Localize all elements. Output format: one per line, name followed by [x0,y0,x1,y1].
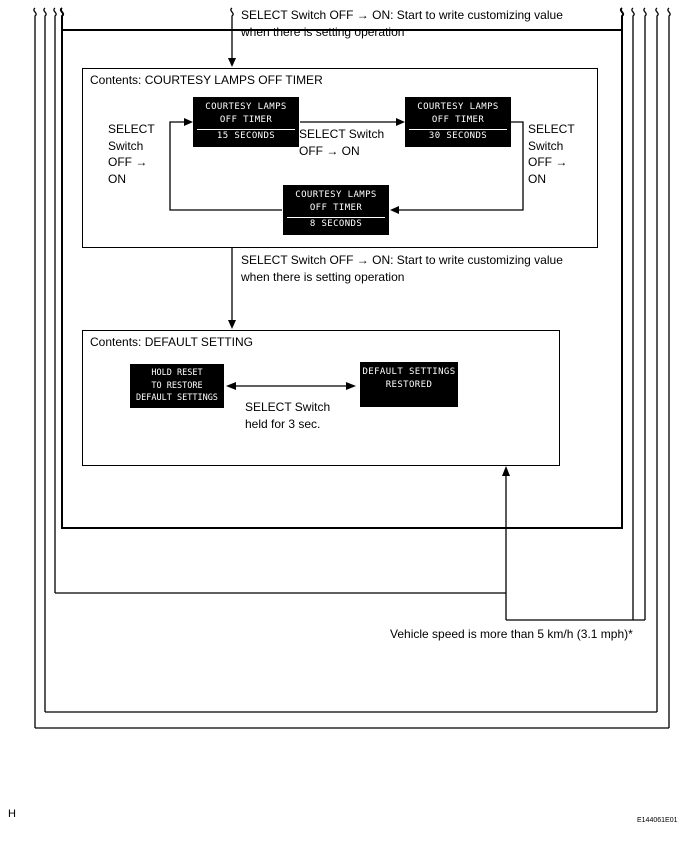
label-line: ON [528,171,546,186]
continuation-line-left-3 [54,8,56,593]
outer-frame-right [621,8,623,528]
display-line: OFF TIMER [309,203,363,213]
label-line: OFF → [528,155,568,169]
display-value: 8 SECONDS [309,219,363,229]
arrowhead-reset-up [502,466,510,476]
display-line: DEFAULT SETTINGS [136,393,218,403]
label-line: SELECT Switch [299,127,385,141]
display-value: 30 SECONDS [428,131,488,141]
continuation-line-right-2 [644,8,646,620]
page-footer-h: H [8,808,16,820]
write-customizing-note-top [241,7,563,41]
note-line: SELECT Switch OFF → ON: Start to write customizing value [241,253,563,267]
write-customizing-note-middle [241,252,563,286]
note-line: SELECT Switch OFF → ON: Start to write customizing value [241,8,563,22]
display-courtesy-15s [193,97,299,147]
continuation-line-right-4 [668,8,670,728]
continuation-line-left-2 [44,8,46,712]
label-line: Switch [108,138,144,153]
select-switch-label-left [108,121,155,187]
figure-code: E144061E01 [637,817,678,824]
select-held-label [245,399,330,432]
note-line: when there is setting operation [241,270,405,284]
label-line: SELECT [528,122,575,136]
default-section-title: Contents: DEFAULT SETTING [90,335,253,349]
arrowhead-top-entry [228,58,236,67]
display-line: COURTESY LAMPS [205,102,287,112]
display-line: RESTORED [385,380,433,390]
display-line: OFF TIMER [431,115,485,125]
vehicle-speed-note: Vehicle speed is more than 5 km/h (3.1 mph)* [390,627,633,641]
label-line: held for 3 sec. [245,416,321,431]
note-line: when there is setting operation [241,25,405,39]
label-line: ON [108,171,126,186]
display-settings-restored [360,362,458,407]
display-line: OFF TIMER [219,115,273,125]
continuation-line-right-1 [632,8,634,620]
display-line: TO RESTORE [151,380,203,391]
label-line: Switch [528,138,564,153]
display-value: 15 SECONDS [216,131,276,141]
display-line: COURTESY LAMPS [417,102,499,112]
label-line: SELECT Switch [245,400,331,414]
display-hold-reset [130,364,224,408]
outer-frame-left [61,8,63,528]
display-line: COURTESY LAMPS [295,190,377,200]
select-switch-label-right [528,121,575,187]
label-line: SELECT [108,122,155,136]
arrowhead-middle-entry [228,320,236,329]
continuation-line-left-1 [34,8,36,728]
label-line: OFF → ON [299,143,360,158]
top-entry-arrow-line [231,8,233,58]
label-line: OFF → [108,155,148,169]
display-courtesy-30s [405,97,511,147]
select-switch-label-middle [299,126,384,159]
courtesy-section-title: Contents: COURTESY LAMPS OFF TIMER [90,73,323,87]
display-line: HOLD RESET [151,368,203,378]
continuation-line-right-3 [656,8,658,712]
display-courtesy-8s [283,185,389,235]
display-line: DEFAULT SETTINGS [362,367,456,377]
